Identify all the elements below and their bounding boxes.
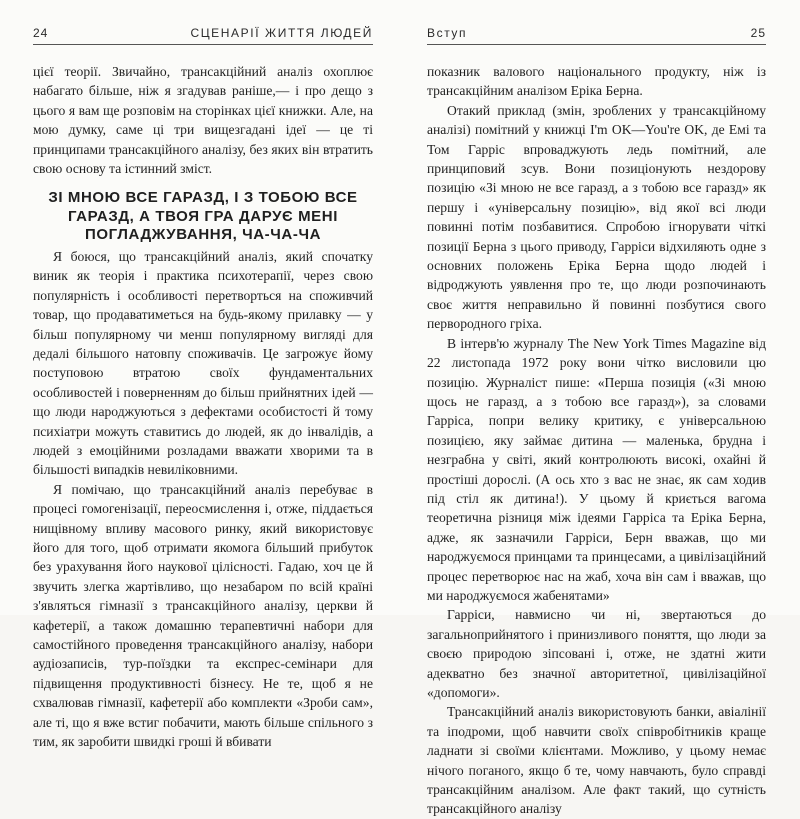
- right-paragraph-4: Трансакційний аналіз використовують банки, авіалінії та іподроми, щоб навчити своїх співробітників краще ладнати зі своїми клієнтами. Можливо, у цьому немає нічого поганого, якщо б те, чому навчають, було справді трансакційним аналізом. Але факт такий, що сутність трансакційного аналізу: [427, 704, 766, 817]
- section-heading: ЗІ МНОЮ ВСЕ ГАРАЗД, І З ТОБОЮ ВСЕ ГАРАЗД, А ТВОЯ ГРА ДАРУЄ МЕНІ ПОГЛАДЖУВАННЯ, ЧА-ЧА-ЧА: [48, 189, 358, 244]
- left-page-number: 24: [33, 26, 49, 40]
- right-paragraph-continuation: показник валового національного продукту, ніж із трансакційним аналізом Еріка Берна.: [427, 64, 766, 99]
- right-paragraph-3: Гарріси, навмисно чи ні, звертаються до загальноприйнятого і принизливого поняття, що люди за своєю природою зіпсовані і, отже, не здатні жити адекватно без значної авторитетної, цивілізаційної «допомоги».: [427, 607, 766, 700]
- right-page: [400, 0, 800, 817]
- left-paragraph-2: Я помічаю, що трансакційний аналіз перебуває в процесі гомогенізації, переосмислення і, отже, піддається нищівному впливу масового ринку, який використовує його для того, щоб отримати якомога більший прибуток без урахування його наукової цілісності. Гадаю, хоч це й звучить злегка жартівливо, що незабаром по всій країні з'являться гімназії з трансакційного аналізу, церкви й кафетерії, а також домашню терапевтичні набори для самостійного проведення трансакційного аналізу, набори аудіозаписів, тур-поїздки та експрес-семінари для підвищення продуктивності бізнесу. Не те, щоб я не схвалював гімназії, кафетерії або комплекти «Зроби сам», але ті, що я вже встиг побачити, мають більше спільного з тим, як заробити швидкі гроші й вбивати: [33, 481, 373, 750]
- left-running-head: СЦЕНАРІЇ ЖИТТЯ ЛЮДЕЙ: [190, 26, 373, 40]
- right-page-number: 25: [750, 26, 766, 40]
- left-paragraph-continuation: цієї теорії. Звичайно, трансакційний аналіз охоплює набагато більше, ніж я згадував раніше,— і про дещо з цього я вам ще розповім на сторінках цієї книжки. Але, на мою думку, саме ці три вищезгадані ідеї — це ті принципами трансакційного аналізу, без яких він втратить свою основу та істинний зміст.: [33, 64, 373, 177]
- right-page-header: [427, 26, 766, 45]
- left-paragraph-1: Я боюся, що трансакційний аналіз, який спочатку виник як теорія і практика психотерапії, через свою популярність і особливості перетворться на споживчий товар, що продаватиметься на будь-якому прилавку — у більш популярному чи менш популярному вигляді для дедалі більшого натовпу споживачів. Це загрожує йому поступовою втратою своїх фундаментальних особливостей і поверненням до більш прийнятних ідей — що люди народжуються з дефектами особистості й тому психіатри можуть ставитись до людей, як до інвалідів, а людей з емоційними розладами вважати хворими та в більшості випадків невиліковними.: [33, 248, 373, 478]
- right-running-head: Вступ: [427, 26, 468, 40]
- left-page-body: [33, 62, 373, 752]
- left-page: [0, 0, 400, 750]
- left-page-header: [33, 26, 373, 45]
- right-paragraph-1: Отакий приклад (змін, зроблених у трансакційному аналізі) помітний у книжці I'm OK—You're OK, де Емі та Том Гарріс впроваджують ледь помітний, але принциповий зсув. Вони позиціонують нездорову позицію «Зі мною не все гаразд, а з тобою все гаразд» як першу і «універсальну позицію», від якої всі люди повинні потім позбавитися. Спробою ігнорувати чіткі позиції Берна з цього приводу, Гарріси відхиляють одне з основних положень Еріка Берна щодо людей і відроджують уявлення про те, що люди розпочинають своє життя неправильно й повинні позбутися свого первородного гріха.: [427, 102, 766, 332]
- right-page-body: [427, 62, 766, 819]
- right-paragraph-2: В інтерв'ю журналу The New York Times Magazine від 22 листопада 1972 року вони чітко висловили цю позицію. Журналіст пише: «Перша позиція («Зі мною щось не гаразд, а з тобою все гаразд»), за словами Гарріса, попри велику критику, є універсальною позицією, яку займає дитина — маленька, брудна і незграбна у світі, який контролюють високі, охайні й простіші дорослі. (А ось хто з вас не знає, як сам ходив під стіл як дитина!). У цьому й криється вагома теоретична різниця між ідеями Гарріса та Еріка Берна, адже, як зазначили Гарріси, Берн вважав, що ми народжуємося принцами та принцесами, а цивілізаційний процес перетворює нас на жаб, хоча він сам і вважав, що ми народжуємося жабенятами»: [427, 335, 766, 603]
